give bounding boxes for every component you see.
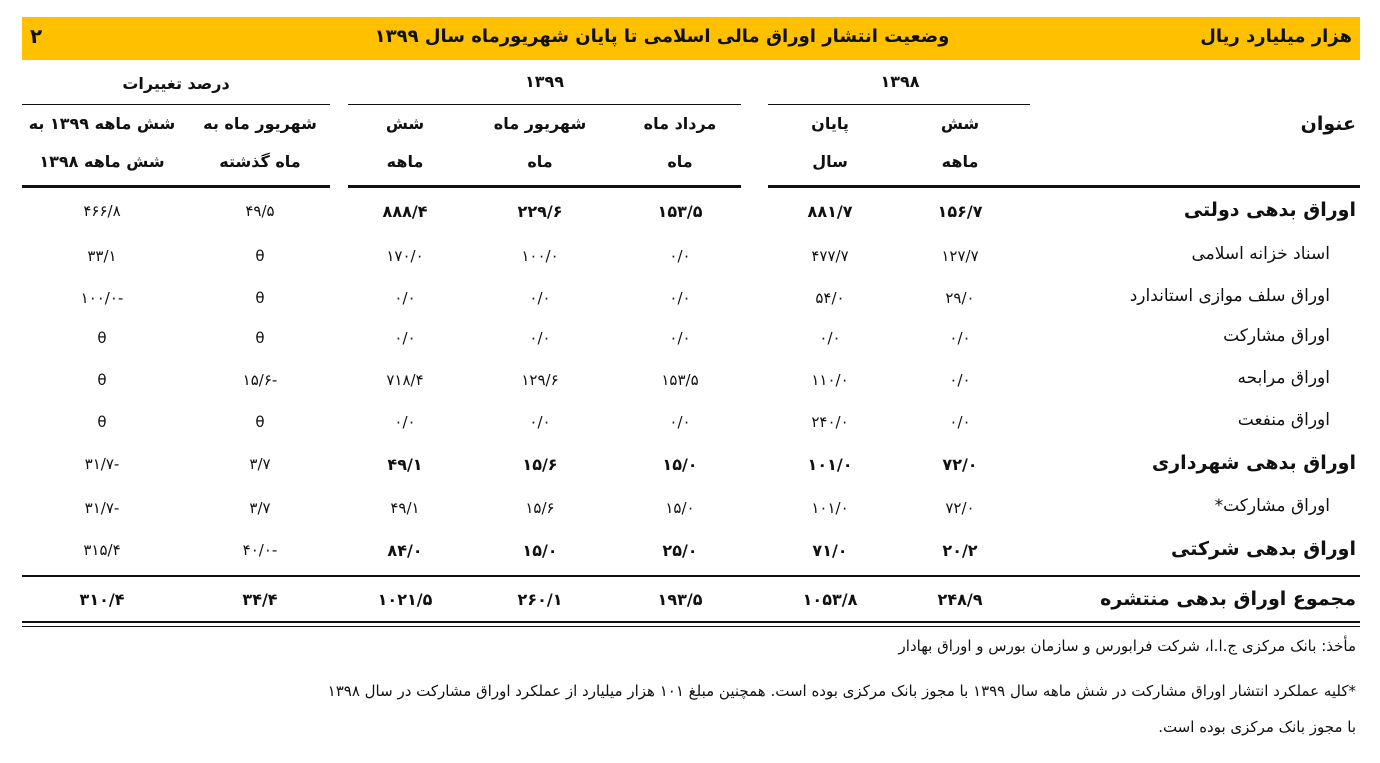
table-cell: ۱۵۶/۷ bbox=[937, 202, 983, 221]
table-cell: ۸۴/۰ bbox=[387, 541, 423, 560]
col-header-change-six: شش ماهه ۱۳۹۹ به bbox=[28, 114, 176, 133]
table-cell: ۰/۰ bbox=[669, 289, 691, 307]
table-cell: ۱۵/۶ bbox=[525, 499, 555, 517]
table-cell: ۱۵/۰ bbox=[522, 541, 558, 560]
table-cell: ۰/۰ bbox=[669, 247, 691, 265]
row-title-sub: اوراق مرابحه bbox=[1237, 368, 1330, 388]
table-cell: ۱۰۱/۰ bbox=[807, 455, 853, 474]
table-cell: ۰/۰ bbox=[949, 329, 971, 347]
table-cell: ۴۹/۱ bbox=[387, 455, 423, 474]
total-cell: ۱۰۵۳/۸ bbox=[802, 590, 858, 609]
table-cell: ۱۰۰/۰ bbox=[521, 247, 559, 265]
table-cell: θ bbox=[97, 371, 107, 389]
table-cell: ۰/۰ bbox=[394, 329, 416, 347]
footnote-line-1: *کلیه عملکرد انتشار اوراق مشارکت در شش ماهه سال ۱۳۹۹ با مجوز بانک مرکزی بوده است. همچنین مبلغ ۱۰۱ هزار میلیارد از عملکرد اوراق مشارکت در سال ۱۳۹۸ bbox=[327, 682, 1356, 700]
total-cell: ۱۰۲۱/۵ bbox=[377, 590, 433, 609]
group-underline bbox=[348, 104, 741, 105]
group-1398: ۱۳۹۸ bbox=[880, 72, 920, 91]
total-cell: ۲۶۰/۱ bbox=[517, 590, 563, 609]
group-1399: ۱۳۹۹ bbox=[524, 72, 565, 91]
group-change: درصد تغییرات bbox=[122, 74, 230, 93]
table-cell: ۸۸۱/۷ bbox=[807, 202, 853, 221]
footnote-line-2: با مجوز بانک مرکزی بوده است. bbox=[1158, 718, 1356, 736]
total-cell: ۳۴/۴ bbox=[242, 590, 278, 609]
table-cell: ۸۸۸/۴ bbox=[382, 202, 428, 221]
table-cell: ۷۱۸/۴ bbox=[386, 371, 424, 389]
table-cell: θ bbox=[255, 329, 265, 347]
table-cell: ۲۹/۰ bbox=[945, 289, 975, 307]
col-header-change-six-2: شش ماهه ۱۳۹۸ bbox=[39, 152, 165, 171]
col-header-change-month: شهریور ماه به bbox=[203, 114, 317, 133]
table-cell: ۲۲۹/۶ bbox=[517, 202, 563, 221]
table-cell: ۱۰۱/۰ bbox=[811, 499, 849, 517]
col-header-1399-six-2: ماهه bbox=[386, 152, 424, 171]
table-cell: ۱۵/۶ bbox=[522, 455, 558, 474]
table-cell: θ bbox=[97, 329, 107, 347]
table-cell: ۱۲۹/۶ bbox=[521, 371, 559, 389]
table-cell: ۰/۰ bbox=[669, 329, 691, 347]
table-cell: ۰/۰ bbox=[529, 413, 551, 431]
table-cell: ۱۵۳/۵ bbox=[661, 371, 699, 389]
table-cell: ۳۳/۱ bbox=[87, 247, 117, 265]
row-title-sub: اوراق مشارکت* bbox=[1214, 496, 1330, 516]
col-header-change-month-2: ماه گذشته bbox=[219, 152, 301, 171]
col-header-shahrivar: شهریور ماه bbox=[493, 114, 587, 133]
row-title-sub: اوراق مشارکت bbox=[1223, 326, 1330, 346]
table-cell: ۰/۰ bbox=[949, 371, 971, 389]
table-cell: ۷۲/۰ bbox=[942, 455, 978, 474]
col-header-mordad-2: ماه bbox=[667, 152, 693, 171]
table-cell: ۲۵/۰ bbox=[662, 541, 698, 560]
table-cell: -۴۰/۰ bbox=[242, 541, 278, 559]
table-cell: ۱۷۰/۰ bbox=[386, 247, 424, 265]
table-cell: -۱۰۰/۰ bbox=[80, 289, 124, 307]
table-cell: ۵۴/۰ bbox=[815, 289, 845, 307]
header-rule bbox=[348, 185, 741, 188]
row-title-main: اوراق بدهی شهرداری bbox=[1151, 452, 1356, 474]
table-cell: ۰/۰ bbox=[669, 413, 691, 431]
column-title: عنوان bbox=[1300, 113, 1356, 135]
table-cell: ۷۲/۰ bbox=[945, 499, 975, 517]
col-header-mordad: مرداد ماه bbox=[643, 114, 717, 133]
total-cell: ۳۱۰/۴ bbox=[79, 590, 125, 609]
table-cell: ۱۱۰/۰ bbox=[811, 371, 849, 389]
table-cell: -۳۱/۷ bbox=[84, 499, 120, 517]
row-title-main: اوراق بدهی شرکتی bbox=[1170, 538, 1356, 560]
table-title: وضعیت انتشار اوراق مالی اسلامی تا پایان شهریورماه سال ۱۳۹۹ bbox=[374, 26, 950, 47]
table-cell: ۰/۰ bbox=[394, 289, 416, 307]
total-cell: ۱۹۳/۵ bbox=[657, 590, 703, 609]
unit-label: هزار میلیارد ریال bbox=[1200, 26, 1352, 47]
table-cell: ۱۵/۰ bbox=[665, 499, 695, 517]
table-cell: ۳/۷ bbox=[249, 455, 271, 473]
table-cell: ۰/۰ bbox=[949, 413, 971, 431]
table-cell: ۳/۷ bbox=[249, 499, 271, 517]
col-header-1399-six: شش bbox=[385, 114, 425, 133]
total-rule-double bbox=[22, 626, 1360, 627]
group-underline bbox=[768, 104, 1030, 105]
table-cell: ۰/۰ bbox=[819, 329, 841, 347]
table-cell: θ bbox=[97, 413, 107, 431]
table-cell: θ bbox=[255, 289, 265, 307]
col-header-1398-six: شش bbox=[940, 114, 980, 133]
total-label: مجموع اوراق بدهی منتشره bbox=[1100, 588, 1356, 610]
col-header-1398-year: پایان bbox=[811, 114, 849, 133]
table-cell: -۳۱/۷ bbox=[84, 455, 120, 473]
header-rule bbox=[768, 185, 1360, 188]
row-title-sub: اوراق سلف موازی استاندارد bbox=[1129, 286, 1330, 306]
col-header-shahrivar-2: ماه bbox=[527, 152, 553, 171]
table-title-bar bbox=[22, 17, 1360, 60]
table-cell: θ bbox=[255, 413, 265, 431]
col-header-1398-year-2: سال bbox=[812, 152, 848, 171]
row-title-sub: اوراق منفعت bbox=[1237, 410, 1330, 430]
total-cell: ۲۴۸/۹ bbox=[937, 590, 983, 609]
row-title-main: اوراق بدهی دولتی bbox=[1183, 199, 1356, 221]
row-title-sub: اسناد خزانه اسلامی bbox=[1191, 244, 1330, 264]
table-cell: ۰/۰ bbox=[529, 289, 551, 307]
source-note: مأخذ: بانک مرکزی ج.ا.ا، شرکت فرابورس و سازمان بورس و اوراق بهادار bbox=[898, 637, 1356, 655]
table-cell: ۲۰/۲ bbox=[942, 541, 978, 560]
table-cell: -۱۵/۶ bbox=[242, 371, 278, 389]
table-cell: ۳۱۵/۴ bbox=[83, 541, 121, 559]
table-cell: ۱۲۷/۷ bbox=[941, 247, 979, 265]
table-cell: ۱۵/۰ bbox=[662, 455, 698, 474]
table-cell: ۲۴۰/۰ bbox=[811, 413, 849, 431]
table-number: ۲ bbox=[30, 24, 43, 48]
table-cell: ۴۹/۵ bbox=[245, 202, 275, 220]
table-cell: ۱۵۳/۵ bbox=[657, 202, 703, 221]
table-cell: ۰/۰ bbox=[529, 329, 551, 347]
table-cell: ۴۶۶/۸ bbox=[83, 202, 121, 220]
total-rule-top bbox=[22, 575, 1360, 577]
total-rule-bottom bbox=[22, 621, 1360, 623]
table-cell: θ bbox=[255, 247, 265, 265]
table-cell: ۰/۰ bbox=[394, 413, 416, 431]
table-cell: ۴۷۷/۷ bbox=[811, 247, 849, 265]
table-cell: ۴۹/۱ bbox=[390, 499, 420, 517]
col-header-1398-six-2: ماهه bbox=[941, 152, 979, 171]
table-cell: ۷۱/۰ bbox=[812, 541, 848, 560]
group-underline bbox=[22, 104, 330, 105]
header-rule bbox=[22, 185, 330, 188]
